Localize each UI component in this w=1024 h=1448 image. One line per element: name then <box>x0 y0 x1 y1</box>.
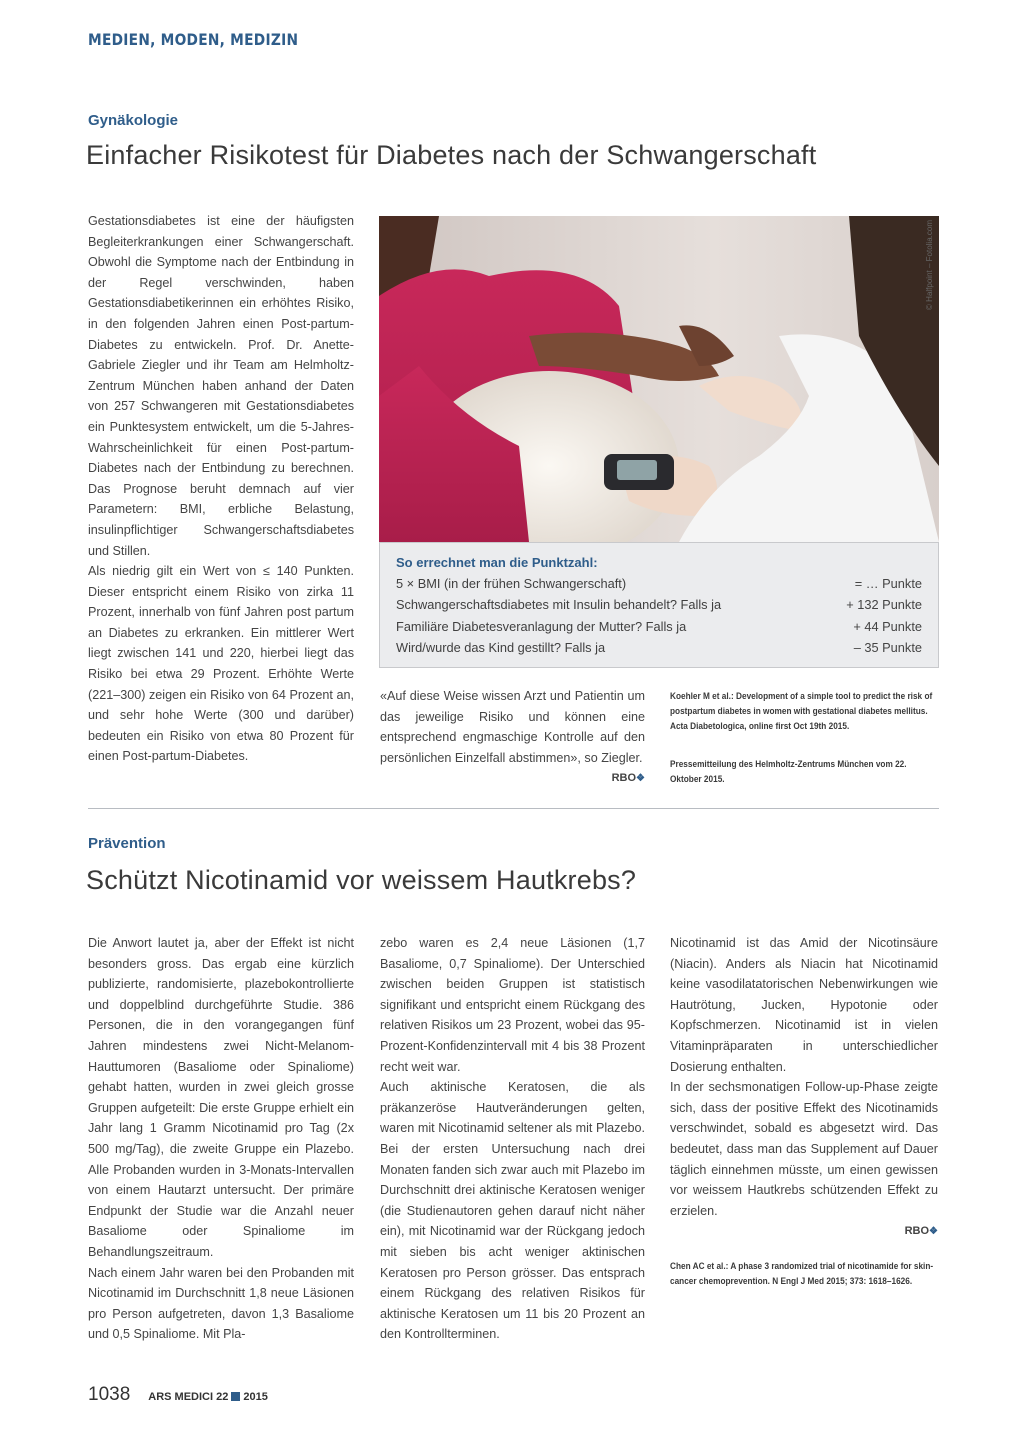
article1-reference-1: Koehler M et al.: Development of a simple tool to predict the risk of postpartum diabetes in women with gestational diabetes mellitus. Acta Diabetologica, online first Oct 19th 2015. <box>670 691 933 732</box>
article2-paragraph: In der sechsmonatigen Follow-up-Phase zeigte sich, dass der positive Effekt des Nicotinamids verschwindet, sobald es abgesetzt wird. Das bedeutet, dass man das Supplement auf Dauer täglich einnehmen müsste, um einen gewissen vor weissem Hautkrebs schützenden Effekt zu erzielen. <box>670 1080 938 1218</box>
article1-paragraph-1: Gestationsdiabetes ist eine der häufigsten Begleiterkrankungen einer Schwangerschaft. Obwohl die Symptome nach der Entbindung in der Regel verschwinden, haben Gestationsdiabetikerinnen ein erhöhtes Risiko, in den folgenden Jahren einen Post-partum-Diabetes zu entwickeln. Prof. Dr. Anette-Gabriele Ziegler und ihr Team am Helmholtz-Zentrum München haben anhand der Daten von 257 Schwangeren mit Gestationsdiabetes ein Punktesystem entwickelt, um die 5-Jahres-Wahrscheinlichkeit für einen Post-partum-Diabetes nach der Entbindung zu berechnen. Das Prognose beruht demnach auf vier Parametern: BMI, erbliche Belastung, insulinpflichtiger Schwangerschaftsdiabetes und Stillen. <box>88 214 354 558</box>
box-row-label: 5 × BMI (in der frühen Schwangerschaft) <box>396 576 627 591</box>
article2-paragraph: Nach einem Jahr waren bei den Probanden mit Nicotinamid im Durchschnitt 1,8 neue Läsionen pro Person aufgetreten, davon 1,3 Basaliome und 0,5 Spinaliome. Mit Pla- <box>88 1265 354 1342</box>
article2-paragraph: Die Anwort lautet ja, aber der Effekt ist nicht besonders gross. Das ergab eine kürzlich publizierte, randomisierte, plazebokontrollierte und doppelblind durchgeführte Studie. 386 Personen, die in den vorangegangen fünf Jahren mindestens zwei Nicht-Melanom-Hauttumoren (Basaliome oder Spinaliome) gehabt hatten, wurden in zwei gleich grosse Gruppen aufgeteilt: Die erste Gruppe erhielt ein Jahr lang 1 Gramm Nicotinamid pro Tag (2x 500 mg/Tag), die zweite Gruppe ein Plazebo. Alle Probanden wurden in 3-Monats-Intervallen von einem Hautarzt untersucht. Der primäre Endpunkt der Studie war die Anzahl neuer Basaliome oder Spinaliome im Behandlungszeitraum. <box>88 936 354 1259</box>
article1-column-1 <box>88 211 354 767</box>
diamond-icon: ❖ <box>636 773 645 785</box>
quote-text: «Auf diese Weise wissen Arzt und Patientin um das jeweilige Risiko und können eine entsprechend engmaschige Kontrolle auf den persönlichen Einzelfall abstimmen», so Ziegler. <box>380 689 645 765</box>
magazine-issue: ARS MEDICI 22 2015 <box>148 1391 268 1403</box>
article2-paragraph: zebo waren es 2,4 neue Läsionen (1,7 Basaliome, 0,7 Spinaliome). Der Unterschied zwischen beiden Gruppen ist statistisch signifikant und entspricht einem Rückgang des relativen Risikos um 23 Prozent, wobei das 95-Prozent-Konfidenzintervall mit 4 bis 38 Prozent recht weit war. <box>380 936 645 1074</box>
article2-column-1 <box>88 933 354 1345</box>
article2-paragraph: Auch aktinische Keratosen, die als präkanzeröse Hautveränderungen gelten, waren mit Nicotinamid seltener als mit Plazebo. Bei der ersten Untersuchung nach drei Monaten fanden sich zwar auch mit Plazebo im Durchschnitt drei aktinische Keratosen weniger (die Studienautoren gehen darauf nicht näher ein), mit Nicotinamid war der Rückgang jedoch mit sieben bis acht weniger aktinischen Keratosen pro Person grösser. Das entsprach einem Rückgang des relativen Risikos für aktinische Keratosen um 11 bis 20 Prozent an den Kontrollterminen. <box>380 1080 645 1342</box>
box-row <box>396 616 922 637</box>
article1-quote <box>380 686 645 790</box>
article2-title: Schützt Nicotinamid vor weissem Hautkrebs? <box>86 865 637 895</box>
article2-column-2 <box>380 933 645 1345</box>
box-row-value: + 132 Punkte <box>846 597 922 613</box>
score-calculation-box <box>379 542 939 668</box>
box-row-label: Wird/wurde das Kind gestillt? Falls ja <box>396 640 606 656</box>
article1-paragraph-2: Als niedrig gilt ein Wert von ≤ 140 Punkten. Dieser entspricht einem Risiko von zirka 11 Prozent, innerhalb von fünf Jahren post partum an Diabetes zu erkranken. Ein mittlerer Wert liegt zwischen 141 und 220, hierbei liegt das Risiko bei etwa 29 Prozent. Erhöhte Werte (221–300) zeigen ein Risiko von 64 Prozent an, und sehr hohe Werte (300 und darüber) bedeuten ein Risiko von etwa 80 Prozent für einen Post-partum-Diabetes. <box>88 564 354 764</box>
article1-rubric: Gynäkologie <box>88 112 179 129</box>
photo-credit: © Halfpoint – Fotolia.com <box>925 220 934 310</box>
box-row <box>396 637 922 658</box>
section-divider <box>88 808 939 809</box>
page-number: 1038 <box>88 1384 131 1405</box>
box-row <box>396 573 922 594</box>
article2-reference: Chen AC et al.: A phase 3 randomized trial of nicotinamide for skin-cancer chemoprevention. N Engl J Med 2015; 373: 1618–1626. <box>670 1261 934 1287</box>
box-row-value: – 35 Punkte <box>853 640 922 656</box>
page-footer <box>88 1384 268 1406</box>
article1-title: Einfacher Risikotest für Diabetes nach der Schwangerschaft <box>86 140 817 170</box>
glucose-measurement-photo <box>379 216 939 542</box>
article2-paragraph: Nicotinamid ist das Amid der Nicotinsäure (Niacin). Anders als Niacin hat Nicotinamid keine vasodilatatorischen Nebenwirkungen wie Hautrötung, Jucken, Hypotonie oder Kopfschmerzen. Nicotinamid ist in vielen Vitaminpräparaten in unterschiedlicher Dosierung enthalten. <box>670 936 938 1074</box>
author-signature: RBO❖ <box>904 1225 938 1238</box>
box-row-label: Familiäre Diabetesveranlagung der Mutter? Falls ja <box>396 618 687 634</box>
box-row-label: Schwangerschaftsdiabetes mit Insulin behandelt? Falls ja <box>396 597 722 613</box>
section-header: MEDIEN, MODEN, MEDIZIN <box>88 30 299 49</box>
box-title: So errechnet man die Punktzahl: <box>396 555 598 570</box>
author-signature: RBO❖ <box>611 772 645 785</box>
box-row <box>396 594 922 615</box>
article2-rubric: Prävention <box>88 835 166 852</box>
square-icon <box>231 1392 240 1401</box>
box-row-value: + 44 Punkte <box>853 618 922 634</box>
article1-reference-2: Pressemitteilung des Helmholtz-Zentrums München vom 22. Oktober 2015. <box>670 759 907 785</box>
article2-column-3 <box>670 933 938 1243</box>
box-row-value: = … Punkte <box>854 576 922 591</box>
article-photo <box>379 216 939 542</box>
diamond-icon: ❖ <box>929 1226 938 1238</box>
